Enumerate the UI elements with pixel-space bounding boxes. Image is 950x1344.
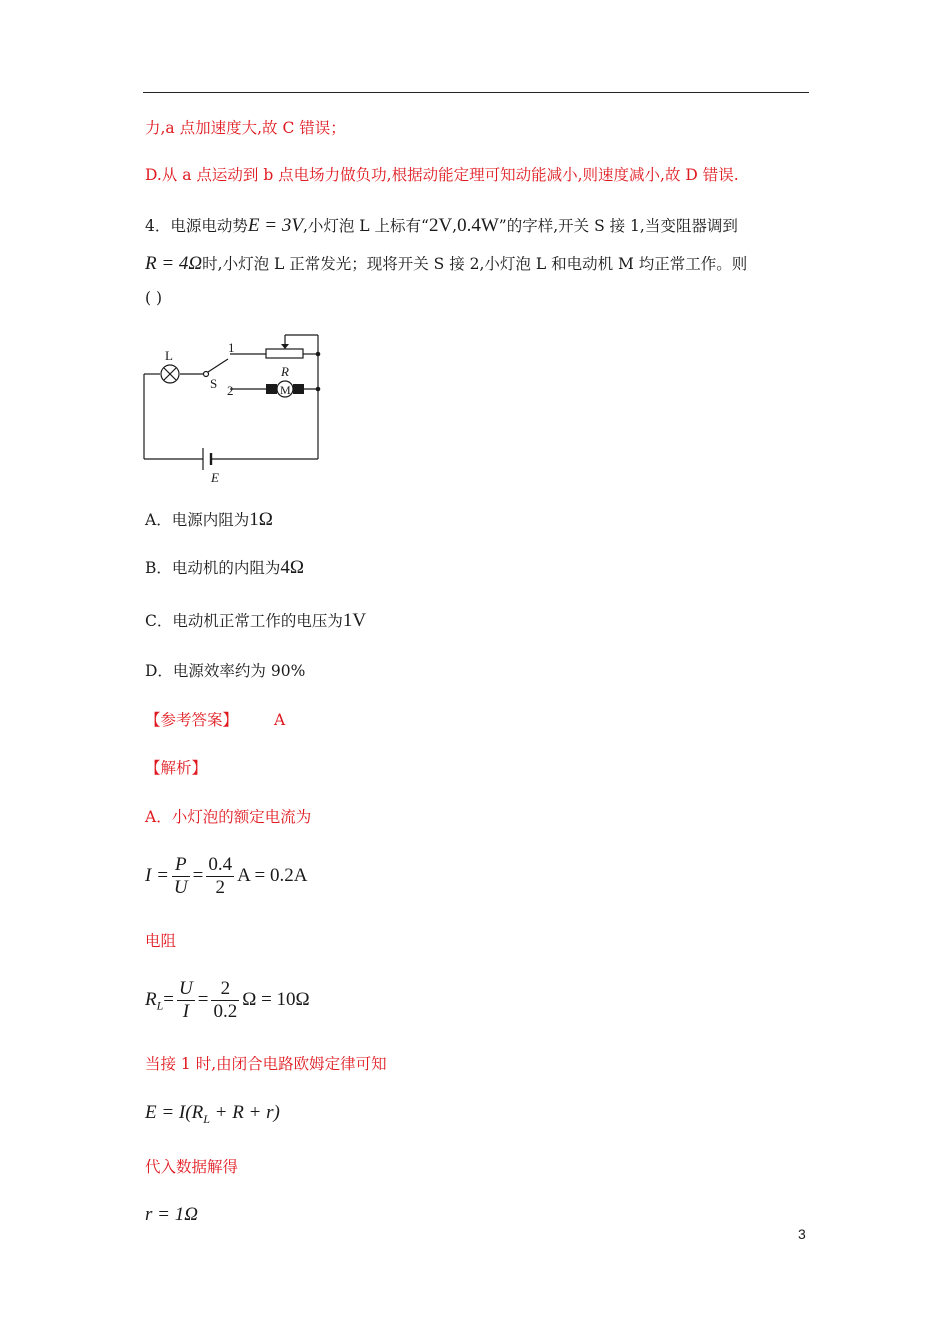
eq-subscript: L [156, 998, 164, 1013]
rheostat-body [266, 349, 303, 358]
rheostat-label: R [281, 364, 289, 379]
junction-dot [316, 387, 321, 392]
analysis-heading: 【解析】 [145, 759, 208, 777]
option-label: B．电动机的内阻为 [145, 559, 281, 577]
switch-blade [208, 359, 228, 372]
motor-brush-left [266, 384, 277, 394]
option-d [145, 661, 305, 681]
option-value: 4Ω [280, 557, 305, 578]
equation-current [145, 854, 307, 899]
equation-result: r = 1Ω [145, 1204, 198, 1225]
eq-sign: = [163, 988, 175, 1010]
eq-sign: = [192, 864, 204, 886]
junction-dot [316, 352, 321, 357]
option-label: D．电源效率约为 90% [145, 662, 306, 680]
question-text: 电源电动势 [170, 217, 248, 235]
fraction: $\frac{2}{0.2}$ [213, 978, 238, 1022]
question-number: 4． [145, 217, 171, 235]
answer-label: 【参考答案】 [145, 711, 239, 729]
switch-label: S [210, 376, 218, 391]
answer-parentheses: ( ) [145, 289, 163, 307]
question-line-1 [145, 216, 738, 236]
eq-lhs: I = [145, 864, 169, 886]
option-label: A．电源内阻为 [145, 511, 250, 529]
closed-circuit-text: 当接 1 时,由闭合电路欧姆定律可知 [145, 1055, 387, 1073]
eq-subscript: L [203, 1111, 210, 1126]
option-value: 1Ω [249, 509, 273, 530]
question-text: ”的字样,开关 S 接 1,当变阻器调到 [498, 217, 738, 235]
text-line: D.从 a 点运动到 b 点电场力做负功,根据动能定理可知动能减小,则速度减小,故 D 错误. [145, 166, 739, 184]
switch-position-2: 2 [227, 383, 234, 398]
text-line: 力,a 点加速度大,故 C 错误； [145, 119, 346, 137]
question-text: ,小灯泡 L 上标有“ [302, 217, 429, 235]
question-text: , [452, 217, 458, 235]
circuit-diagram [138, 330, 338, 490]
option-b [145, 558, 304, 578]
question-line-2 [145, 254, 747, 274]
analysis-a-intro: A．小灯泡的额定电流为 [145, 808, 312, 826]
eq-rhs: A = 0.2A [237, 864, 308, 886]
motor-label: M [280, 383, 291, 397]
option-value: 1V [342, 610, 367, 631]
option-a [145, 510, 273, 530]
math-power: 0.4W [457, 215, 499, 236]
eq-sign: = [197, 988, 209, 1010]
fraction: $\frac{P}{U}$ [173, 854, 188, 898]
substitute-text: 代入数据解得 [145, 1158, 239, 1176]
equation-ohm: $E = I(R_L + R + r)$ [145, 1102, 280, 1126]
switch-pivot [204, 372, 209, 377]
lamp-label: L [165, 348, 173, 363]
question-text: 时,小灯泡 L 正常发光；现将开关 S 接 2,小灯泡 L 和电动机 M 均正常工作。则 [202, 255, 748, 273]
math-emf: E = 3V [247, 215, 303, 236]
reference-answer [145, 710, 285, 730]
fraction: $\frac{0.4}{2}$ [208, 854, 233, 898]
battery-label: E [211, 470, 219, 485]
motor-brush-right [293, 384, 304, 394]
page-number: 3 [798, 1226, 806, 1242]
header-rule [143, 92, 809, 93]
option-label: C．电动机正常工作的电压为 [145, 612, 343, 630]
fraction: $\frac{U}{I}$ [179, 978, 193, 1022]
eq-rhs: Ω = 10Ω [242, 988, 310, 1010]
math-voltage: 2V [428, 215, 453, 236]
equation-resistance [145, 978, 310, 1023]
eq-lhs: R [145, 988, 157, 1010]
resistance-heading: 电阻 [145, 932, 177, 950]
switch-position-1: 1 [228, 340, 235, 355]
option-c [145, 611, 366, 631]
answer-value: A [274, 711, 286, 729]
slider-arrow [281, 344, 289, 349]
math-resistance: R = 4Ω [145, 253, 203, 274]
